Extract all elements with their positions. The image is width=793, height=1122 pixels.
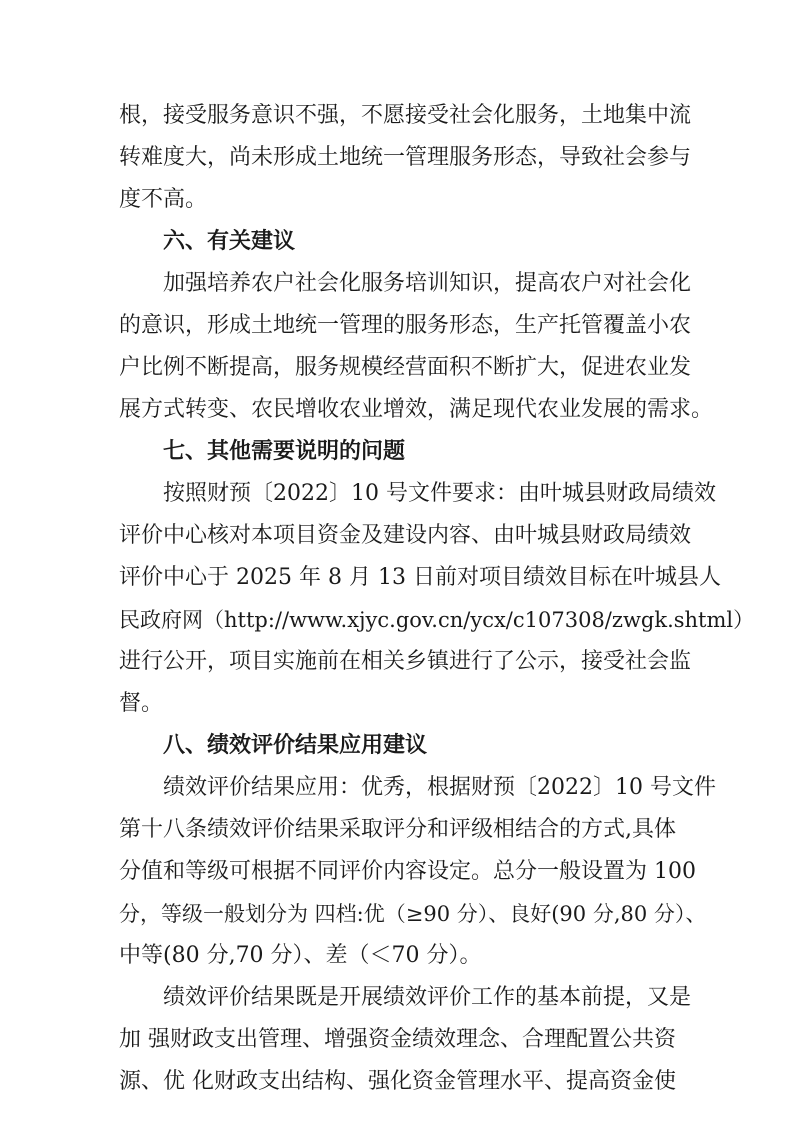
paragraph-line: 源、优 化财政支出结构、强化资金管理水平、提高资金使 — [119, 1069, 676, 1094]
paragraph-line: 分，等级一般划分为 四档:优（≥90 分）、良好(90 分,80 分）、 — [119, 902, 707, 926]
paragraph-line: 绩效评价结果既是开展绩效评价工作的基本前提，又是 — [163, 985, 692, 1010]
section-heading: 六、有关建议 — [163, 229, 296, 254]
paragraph-line: 评价中心核对本项目资金及建设内容、由叶城县财政局绩效 — [119, 523, 692, 548]
paragraph-line: 第十八条绩效评价结果采取评分和评级相结合的方式,具体 — [119, 817, 676, 842]
paragraph-line: 进行公开，项目实施前在相关乡镇进行了公示，接受社会监 — [119, 649, 692, 674]
paragraph-line: 中等(80 分,70 分）、差（＜70 分）。 — [119, 943, 482, 968]
paragraph-line: 根，接受服务意识不强，不愿接受社会化服务，土地集中流 — [119, 103, 692, 128]
paragraph-line: 分值和等级可根据不同评价内容设定。总分一般设置为 100 — [119, 859, 696, 884]
paragraph-line: 按照财预〔2022〕10 号文件要求：由叶城县财政局绩效 — [163, 481, 716, 506]
section-heading: 七、其他需要说明的问题 — [163, 439, 406, 464]
section-heading: 八、绩效评价结果应用建议 — [163, 733, 428, 758]
paragraph-line: 户比例不断提高，服务规模经营面积不断扩大，促进农业发 — [119, 355, 692, 380]
paragraph-line: 转难度大，尚未形成土地统一管理服务形态，导致社会参与 — [119, 145, 692, 170]
paragraph-line: 展方式转变、农民增收农业增效，满足现代农业发展的需求。 — [119, 397, 714, 422]
paragraph-line: 度不高。 — [119, 187, 208, 212]
paragraph-line-url: 民政府网（http://www.xjyc.gov.cn/ycx/c107308/zwgk.shtml） — [119, 608, 755, 632]
paragraph-line: 加强培养农户社会化服务培训知识，提高农户对社会化 — [163, 271, 692, 296]
paragraph-line: 督。 — [119, 691, 164, 716]
paragraph-line: 加 强财政支出管理、增强资金绩效理念、合理配置公共资 — [119, 1027, 676, 1052]
paragraph-line: 绩效评价结果应用：优秀，根据财预〔2022〕10 号文件 — [163, 775, 716, 800]
paragraph-line: 的意识，形成土地统一管理的服务形态，生产托管覆盖小农 — [119, 313, 692, 338]
paragraph-line: 评价中心于 2025 年 8 月 13 日前对项目绩效目标在叶城县人 — [119, 565, 721, 590]
